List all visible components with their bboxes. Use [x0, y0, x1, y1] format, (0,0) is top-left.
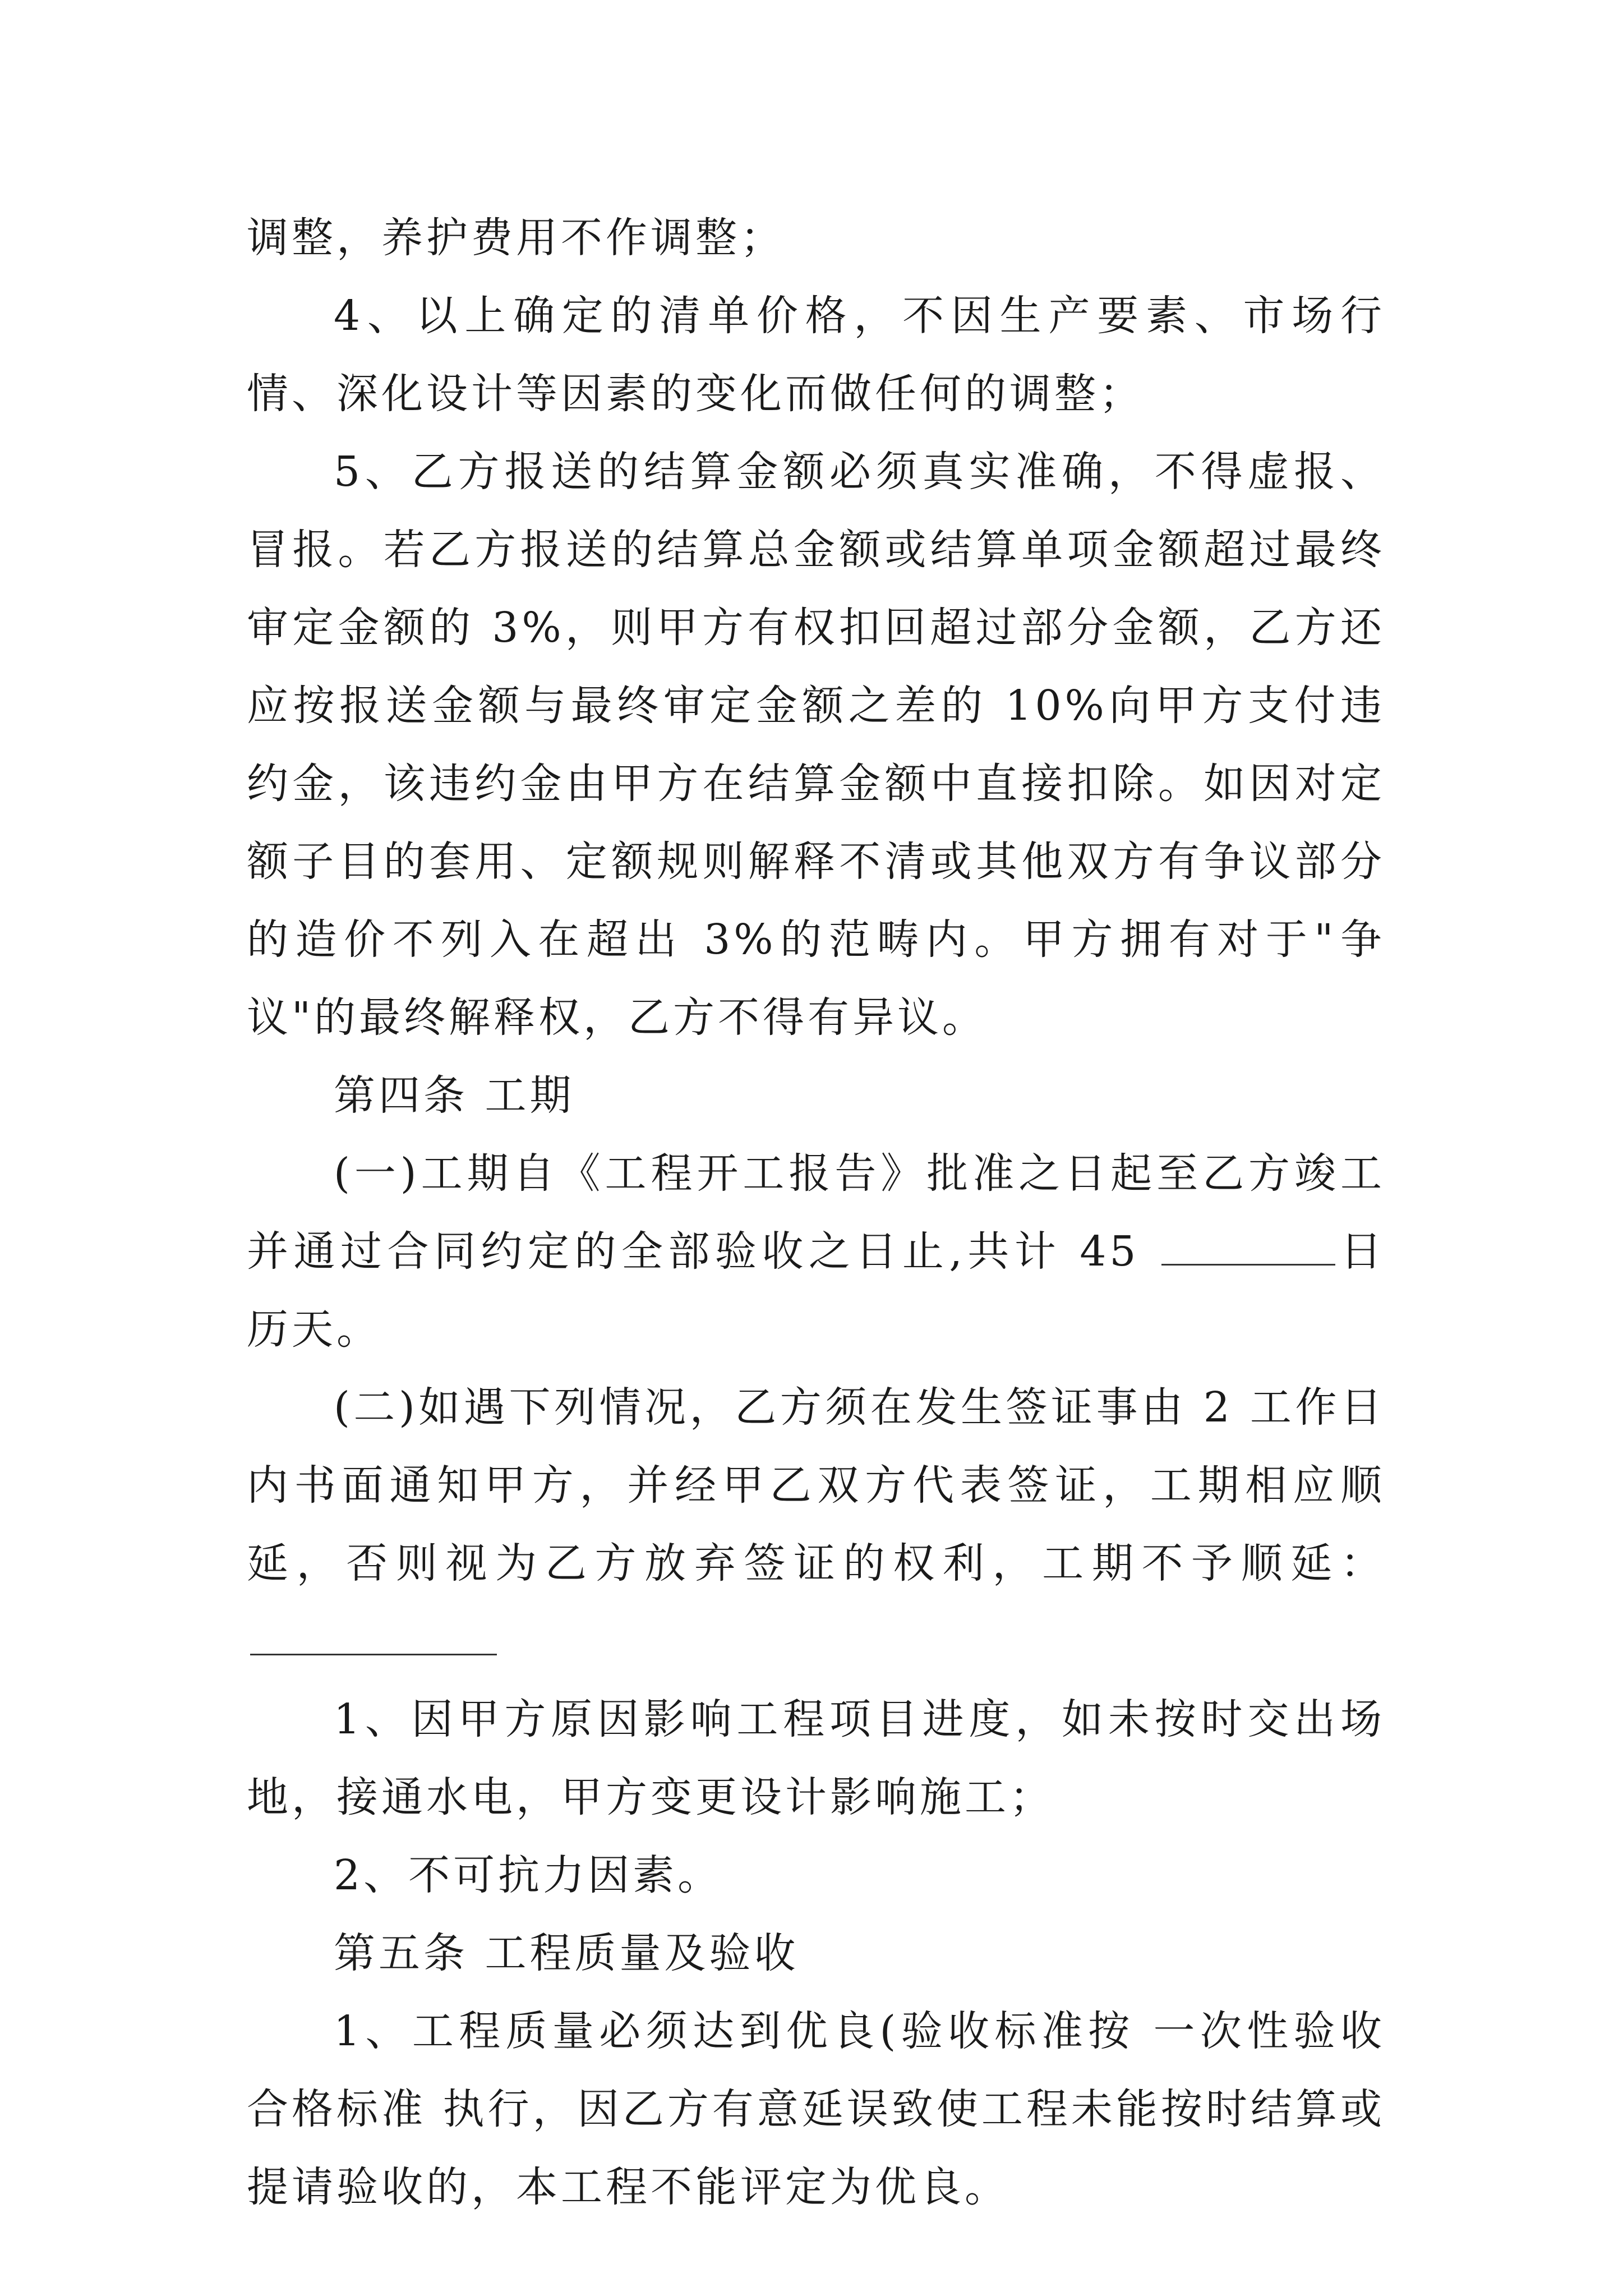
- paragraph-extension-item-2: 2、不可抗力因素。: [334, 1851, 723, 1899]
- paragraph-clause-4: 4、以上确定的清单价格，不因生产要素、市场行情、深化设计等因素的变化而做任何的调整；: [247, 292, 1385, 418]
- paragraph-adjustment: 调整，养护费用不作调整；: [247, 214, 785, 262]
- schedule-duration-unit: 日历天。: [247, 1227, 1386, 1354]
- paragraph-extension-item-1: 1、因甲方原因影响工程项目进度，如未按时交出场地，接通水电，甲方变更设计影响施工；: [247, 1695, 1385, 1821]
- article-4-heading: 第四条 工期: [334, 1071, 575, 1120]
- schedule-extension-text: (二)如遇下列情况，乙方须在发生签证事由 2 工作日内书面通知甲方，并经甲乙双方代表签证，工期相应顺延，否则视为乙方放弃签证的权利，工期不予顺延：: [247, 1383, 1385, 1588]
- paragraph-clause-5: 5、乙方报送的结算金额必须真实准确，不得虚报、冒报。若乙方报送的结算总金额或结算单项金额超过最终审定金额的 3%，则甲方有权扣回超过部分金额，乙方还应按报送金额与最终审定金额之差的 10%向甲方支付违约金，该违约金由甲方在结算金额中直接扣除。如因对定额子目的套用、定额规则解释不清或其他双方有争议部分的造价不列入在超出 3%的范畴内。甲方拥有对于"争议"的最终解释权，乙方不得有异议。: [247, 448, 1385, 1042]
- duration-blank-line: [1161, 1225, 1335, 1266]
- schedule-duration-text: (一)工期自《工程开工报告》批准之日起至乙方竣工并通过合同约定的全部验收之日止,共计 45: [247, 1149, 1385, 1276]
- document-body: [247, 199, 1385, 2226]
- article-5-heading: 第五条 工程质量及验收: [334, 1929, 799, 1977]
- paragraph-schedule-duration: [247, 1135, 1385, 1369]
- extension-blank-line: [250, 1614, 497, 1655]
- paragraph-schedule-extension: [247, 1369, 1385, 1681]
- paragraph-quality-item-1: 1、工程质量必须达到优良(验收标准按 一次性验收合格标准 执行，因乙方有意延误致使工程未能按时结算或提请验收的，本工程不能评定为优良。: [247, 2007, 1385, 2211]
